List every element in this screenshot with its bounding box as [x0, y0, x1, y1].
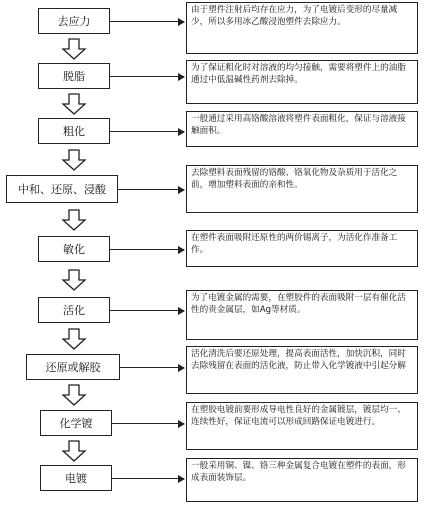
down-arrow-icon [61, 149, 87, 171]
step-box: 还原或解胶 [26, 354, 120, 380]
step-description: 在塑胶电镀前要形成导电性良好的金属镀层，镀层均一、连续性好，保证电流可以形成回路保证电镀进行。 [186, 402, 418, 450]
step-box: 电镀 [40, 465, 112, 491]
step-description: 去除塑料表面残留的铬酸、铬氧化物及杂质用于活化之前，增加塑料表面的亲和性。 [186, 165, 418, 213]
step-box: 敏化 [38, 236, 110, 262]
step-description: 活化清洗后要还原处理，提高表面活性，加快沉积，同时去除残留在表面的活化液，防止带入化学镀液中引起分解 [186, 346, 418, 394]
connector-arrow [118, 189, 184, 190]
step-box: 去应力 [38, 8, 110, 34]
step-description: 为了保证粗化时对溶液的均匀接触，需要将塑件上的油脂通过中低温碱性药剂去除掉。 [186, 60, 418, 104]
connector-arrow [110, 76, 184, 77]
down-arrow-icon [61, 93, 87, 115]
down-arrow-icon [61, 269, 87, 291]
step-description: 由于塑件注射后均存在应力，为了电镀后变形的尽量减少，所以多用冰乙酸浸泡塑件去除应力。 [186, 2, 418, 54]
connector-arrow [110, 131, 184, 132]
step-description: 一般采用铜、镍、铬三种金属复合电镀在塑件的表面，形成表面装饰层。 [186, 458, 418, 502]
step-description: 一般通过采用高铬酸溶液将塑件表面粗化，保证与溶液接触面积。 [186, 111, 418, 147]
connector-arrow [120, 367, 184, 368]
down-arrow-icon [61, 440, 87, 462]
connector-arrow [110, 310, 184, 311]
connector-arrow [112, 478, 184, 479]
connector-arrow [110, 249, 184, 250]
down-arrow-icon [61, 209, 87, 231]
step-box: 化学镀 [40, 410, 112, 436]
connector-arrow [112, 423, 184, 424]
down-arrow-icon [61, 38, 87, 60]
step-box: 粗化 [38, 118, 110, 144]
step-description: 在塑件表面吸附还原性的两价锡离子，为活化作准备工作。 [186, 230, 418, 267]
down-arrow-icon [61, 384, 87, 406]
step-box: 活化 [38, 297, 110, 323]
down-arrow-icon [61, 328, 87, 350]
step-description: 为了电镀金属的需要，在塑胶件的表面吸附一层有催化活性的贵金属层，如Ag等材质。 [186, 290, 418, 340]
connector-arrow [110, 21, 184, 22]
step-box: 脱脂 [38, 63, 110, 89]
step-box: 中和、还原、浸酸 [6, 175, 118, 203]
